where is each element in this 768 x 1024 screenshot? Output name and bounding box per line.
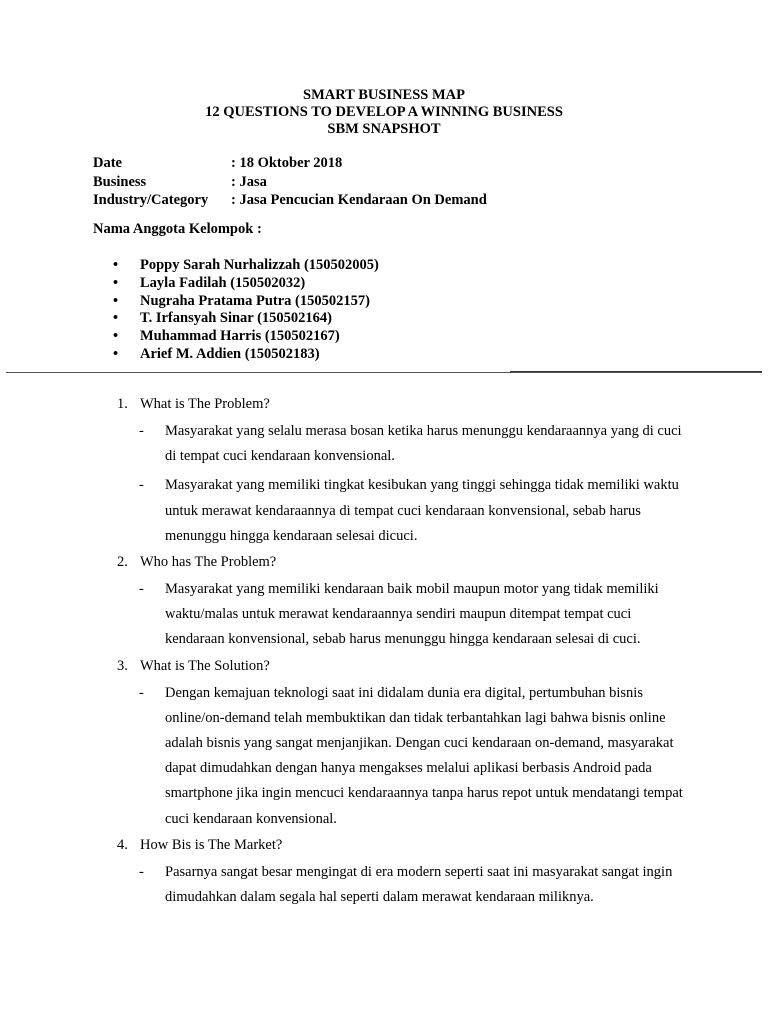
member-item	[113, 328, 379, 346]
answer-item	[139, 473, 697, 549]
meta-info	[93, 154, 487, 210]
bullet-icon: •	[113, 328, 119, 345]
dash-icon: -	[139, 477, 144, 494]
answer-text: Dengan kemajuan teknologi saat ini didalam dunia era digital, pertumbuhan bisnis online/on-demand telah membuktikan dan tidak terbantahkan lagi bahwa bisnis online adalah bisnis yang sangat menjanjikan. Dengan cuci kendaraan on-demand, masyarakat dapat dimudahkan dengan hanya mengakses melalui aplikasi berbasis Android pada smartphone jika ingin mencuci kendaraannya tanpa harus repot untuk mendatangi tempat cuci kendaraan konvensional.	[165, 684, 683, 827]
member-item	[113, 310, 379, 328]
answer-item	[139, 681, 697, 832]
meta-value: : 18 Oktober 2018	[231, 155, 343, 171]
member-name: T. Irfansyah Sinar (150502164)	[140, 310, 333, 327]
bullet-icon: •	[113, 257, 119, 273]
question-title: How Bis is The Market?	[140, 836, 283, 853]
question-heading	[117, 395, 697, 413]
question-item	[117, 836, 697, 910]
question-heading	[117, 836, 697, 854]
dash-icon: -	[139, 863, 144, 880]
meta-value: : Jasa	[231, 173, 267, 190]
dash-icon: -	[139, 581, 144, 598]
meta-label: Business	[93, 173, 147, 190]
question-title: Who has The Problem?	[140, 554, 277, 571]
bullet-icon: •	[113, 274, 119, 291]
question-item	[117, 553, 697, 653]
question-number: 2.	[117, 554, 128, 571]
question-number: 1.	[117, 396, 128, 412]
document-subtitle: 12 QUESTIONS TO DEVELOP A WINNING BUSINESS	[205, 104, 563, 120]
question-item	[117, 395, 697, 549]
bullet-icon: •	[113, 310, 119, 327]
bullet-icon: •	[113, 345, 119, 362]
question-number: 3.	[117, 657, 128, 674]
member-name: Arief M. Addien (150502183)	[140, 345, 320, 362]
meta-label: Industry/Category	[93, 192, 209, 208]
meta-value: : Jasa Pencucian Kendaraan On Demand	[231, 192, 487, 208]
dash-icon: -	[139, 684, 144, 701]
member-item	[113, 293, 379, 311]
member-name: Muhammad Harris (150502167)	[140, 328, 340, 345]
document-header	[0, 87, 768, 138]
horizontal-divider-accent	[510, 371, 762, 372]
bullet-icon: •	[113, 292, 119, 309]
meta-row-business	[93, 173, 487, 192]
dash-icon: -	[139, 423, 144, 439]
member-name: Poppy Sarah Nurhalizzah (150502005)	[140, 257, 379, 273]
question-item	[117, 657, 697, 832]
question-title: What is The Problem?	[140, 396, 270, 412]
document-title: SMART BUSINESS MAP	[303, 87, 465, 103]
members-heading: Nama Anggota Kelompok :	[93, 221, 262, 237]
member-name: Layla Fadilah (150502032)	[140, 274, 306, 291]
answer-item	[139, 577, 697, 653]
member-item	[113, 346, 379, 364]
member-item	[113, 275, 379, 293]
question-heading	[117, 553, 697, 571]
horizontal-divider	[6, 372, 762, 373]
member-name: Nugraha Pratama Putra (150502157)	[140, 292, 370, 309]
answer-text: Masyarakat yang memiliki tingkat kesibukan yang tinggi sehingga tidak memiliki waktu untuk merawat kendaraannya di tempat cuci kendaraan konvensional, sebab harus menunggu hingga kendaraan selesai dicuci.	[165, 477, 679, 544]
member-item	[113, 257, 379, 275]
question-title: What is The Solution?	[140, 657, 270, 674]
answer-text: Pasarnya sangat besar mengingat di era modern seperti saat ini masyarakat sangat ingin dimudahkan dalam segala hal seperti dalam merawat kendaraan miliknya.	[165, 863, 673, 906]
answer-text: Masyarakat yang selalu merasa bosan ketika harus menunggu kendaraannya yang di cuci di tempat cuci kendaraan konvensional.	[165, 423, 682, 465]
question-heading	[117, 657, 697, 675]
meta-label: Date	[93, 155, 122, 171]
questions-list	[117, 395, 697, 914]
question-number: 4.	[117, 836, 128, 853]
members-list	[113, 257, 379, 364]
meta-row-date	[93, 154, 487, 173]
answer-text: Masyarakat yang memiliki kendaraan baik mobil maupun motor yang tidak memiliki waktu/malas untuk merawat kendaraannya sendiri maupun ditempat tempat cuci kendaraan konvensional, sebab harus menunggu hingga kendaraan selesai di cuci.	[165, 581, 659, 648]
answer-item	[139, 419, 697, 469]
document-section-title: SBM SNAPSHOT	[327, 121, 441, 137]
answer-item	[139, 860, 697, 910]
meta-row-category	[93, 191, 487, 210]
